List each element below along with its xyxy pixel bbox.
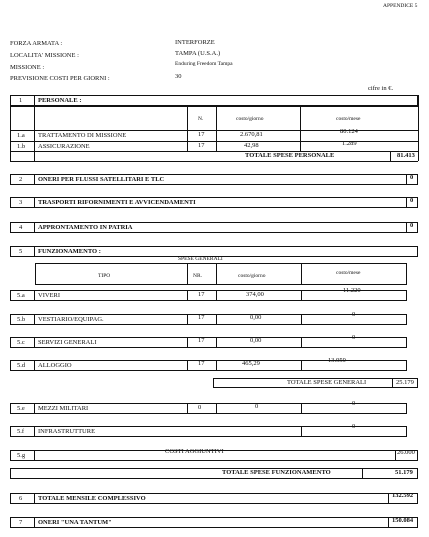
total-label: TOTALE SPESE PERSONALE: [245, 152, 335, 159]
section-title: TOTALE MENSILE COMPLESSIVO: [38, 495, 146, 502]
currency-note: cifre in €.: [368, 85, 394, 92]
row-giorno: 465,29: [242, 360, 260, 367]
info-value: 30: [175, 73, 182, 80]
col-header-tipo: TIPO: [98, 273, 111, 279]
row-label: TRATTAMENTO DI MISSIONE: [38, 132, 127, 139]
row-code: 5.e: [17, 405, 25, 412]
info-value: Enduring Freedom Tampa: [175, 61, 233, 67]
col-header-mese: costo/mese: [336, 116, 361, 122]
row-label: SERVIZI GENERALI: [38, 339, 97, 346]
row-mese: 0: [352, 423, 356, 430]
appendix-label: APPENDICE 5: [383, 3, 418, 9]
section-value: 0: [410, 222, 414, 229]
row-code: 5.a: [17, 292, 25, 299]
row-label: ASSICURAZIONE: [38, 143, 90, 150]
total-value: 25.179: [396, 379, 414, 386]
row-mese: 11.220: [343, 287, 361, 294]
section-number: 7: [19, 519, 23, 526]
row-code: 5.b: [17, 316, 26, 323]
total-label: TOTALE SPESE GENERALI: [287, 379, 367, 386]
info-label: MISSIONE :: [10, 64, 45, 71]
row-n: 17: [198, 142, 205, 149]
row-mese: 80.124: [340, 128, 358, 135]
row-code: 1.b: [17, 143, 26, 150]
section-title: TRASPORTI RIFORNIMENTI E AVVICENDAMENTI: [38, 199, 196, 206]
row-code: 5.g: [17, 452, 26, 459]
total-value: 51.179: [395, 469, 413, 476]
row-giorno: 0: [255, 403, 259, 410]
row-mese: 1.289: [342, 140, 357, 147]
row-n: 17: [198, 131, 205, 138]
row-giorno: 0,00: [250, 314, 262, 321]
row-mese: 0: [352, 334, 356, 341]
info-label: PREVISIONE COSTI PER GIORNI :: [10, 75, 110, 82]
section-title: APPRONTAMENTO IN PATRIA: [38, 224, 133, 231]
row-giorno: 2.670,81: [240, 131, 263, 138]
section-title: PERSONALE :: [38, 97, 82, 104]
subsection-title: SPESE GENERALI: [178, 256, 223, 262]
row-n: 17: [198, 291, 205, 298]
row-code: 5.f: [17, 428, 25, 435]
info-value: TAMPA (U.S.A.): [175, 50, 221, 57]
section-number: 1: [19, 97, 23, 104]
section-title: FUNZIONAMENTO :: [38, 248, 101, 255]
row-n: 17: [198, 337, 205, 344]
col-header-n: N.: [198, 116, 204, 122]
section-title: ONERI PER FLUSSI SATELLITARI E TLC: [38, 176, 165, 183]
row-mese: 0: [352, 311, 356, 318]
row-mese: 0: [352, 400, 356, 407]
info-value: INTERFORZE: [175, 39, 215, 46]
total-label: TOTALE SPESE FUNZIONAMENTO: [222, 469, 331, 476]
section-value: 0: [410, 197, 414, 204]
row-mese: 13.959: [328, 357, 346, 364]
row-code: 5.d: [17, 362, 26, 369]
col-header-mese: costo/mese: [336, 270, 361, 276]
section-value: 150.084: [392, 517, 414, 524]
row-label: COSTI AGGIUNTIVI: [165, 448, 224, 455]
row-n: 0: [198, 404, 202, 411]
row-label: ALLOGGIO: [38, 362, 72, 369]
col-header-nr: NR.: [193, 273, 203, 279]
row-label: VESTIARIO/EQUIPAG.: [38, 316, 104, 323]
info-label: FORZA ARMATA :: [10, 40, 63, 47]
row-label: INFRASTRUTTURE: [38, 428, 96, 435]
col-header-giorno: costo/giorno: [238, 273, 266, 279]
row-giorno: 374,00: [246, 291, 264, 298]
section-number: 2: [19, 176, 23, 183]
section-title: ONERI "UNA TANTUM": [38, 519, 112, 526]
section-value: 132.592: [392, 492, 414, 499]
section-number: 6: [19, 495, 23, 502]
info-label: LOCALITA' MISSIONE :: [10, 52, 79, 59]
row-giorno: 42,98: [244, 142, 259, 149]
row-code: 5.c: [17, 339, 25, 346]
row-label: MEZZI MILITARI: [38, 405, 89, 412]
total-value: 81.413: [397, 152, 415, 159]
col-header-giorno: costo/giorno: [236, 116, 264, 122]
row-code: 1.a: [17, 132, 25, 139]
section-value: 0: [410, 174, 414, 181]
total-funzionamento-box: [10, 468, 418, 479]
section-number: 4: [19, 224, 23, 231]
section-number: 5: [19, 248, 23, 255]
row-label: VIVERI: [38, 292, 61, 299]
row-giorno: 0,00: [250, 337, 262, 344]
section-number: 3: [19, 199, 23, 206]
row-n: 17: [198, 314, 205, 321]
row-value: 26.000: [397, 449, 415, 456]
row-n: 17: [198, 360, 205, 367]
